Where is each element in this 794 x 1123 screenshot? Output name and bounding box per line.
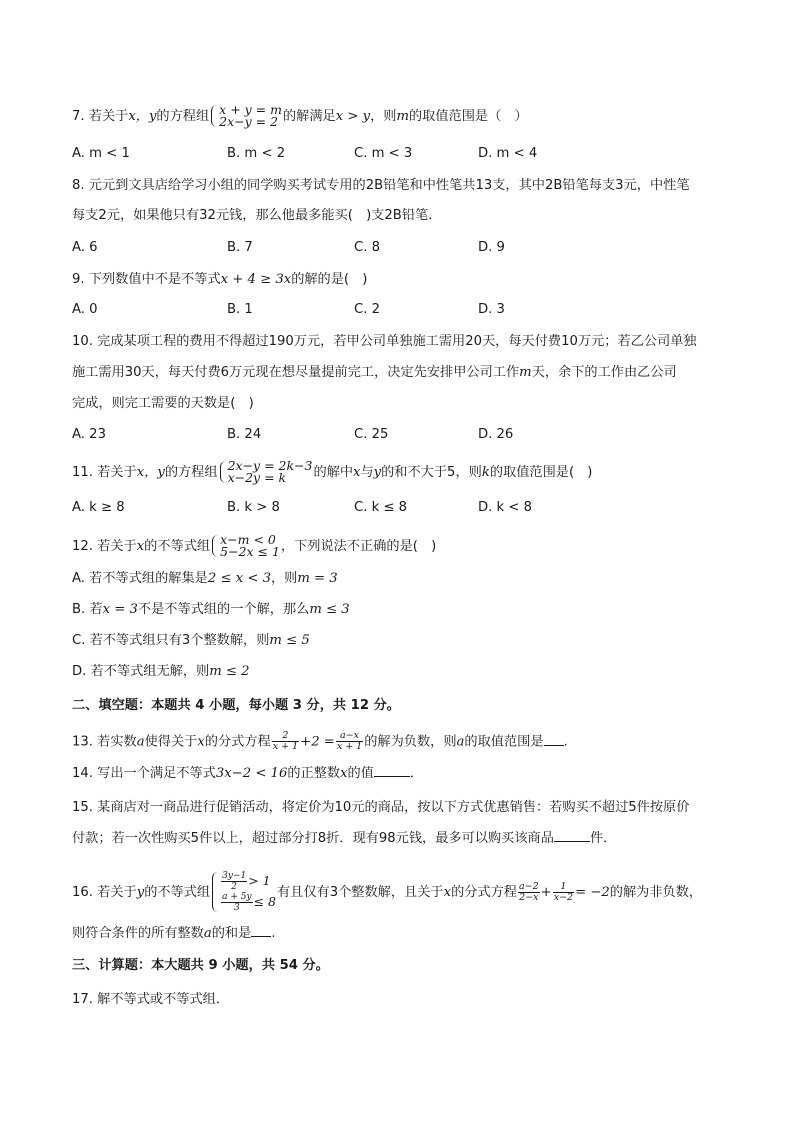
q16-line2-post: 的和是 xyxy=(211,926,252,941)
q12-option-c[interactable] xyxy=(72,631,310,651)
q16-ineq2 xyxy=(220,892,276,913)
question-11 xyxy=(72,460,592,484)
q10-option-c[interactable]: C. 25 xyxy=(354,427,389,442)
q11-text-mid: 的方程组 xyxy=(164,465,218,480)
q13-fraction-2 xyxy=(336,731,363,752)
q9-option-b[interactable]: B. 1 xyxy=(227,302,253,317)
q16-period: . xyxy=(271,926,276,941)
q16-text-post3: 的解为非负数， xyxy=(609,885,703,900)
q16-text-post: 有且仅有3个整数解，且关于 xyxy=(276,885,444,900)
q16-inequality-system xyxy=(211,871,276,913)
q11-var-x: x xyxy=(353,465,361,480)
q8-options xyxy=(72,238,732,258)
q7-option-d[interactable]: D. m < 4 xyxy=(478,146,538,161)
q16-var-x: x xyxy=(443,885,452,900)
q11-option-b[interactable]: B. k > 8 xyxy=(227,500,280,515)
question-8-line2: 每支2元，如果他只有32元钱，那么他最多能买( )支2B铅笔． xyxy=(72,208,442,223)
q14-inequality: 3x−2 < 16 xyxy=(215,766,288,781)
q16-var-y: y xyxy=(136,885,145,900)
question-7 xyxy=(72,104,528,128)
q16-ineq2-rhs: ≤ 8 xyxy=(253,894,276,909)
question-16-line2 xyxy=(72,924,276,944)
q12-option-b-result: m ≤ 3 xyxy=(309,602,350,617)
q11-text-and: 与 xyxy=(360,465,374,480)
q11-var-k: k xyxy=(481,465,490,480)
q16-text: 16. 若关于 xyxy=(72,885,137,900)
question-15-line1: 15. 某商店对一商品进行促销活动，将定价为10元的商品，按以下方式优惠销售：若购买不超过5件按原价 xyxy=(72,800,690,815)
q12-text: 12. 若关于 xyxy=(72,539,137,554)
q7-text: 7. 若关于 xyxy=(72,109,129,124)
q12-option-a[interactable] xyxy=(72,569,338,589)
q11-text-post: 的解中 xyxy=(313,465,354,480)
q15-line2-text: 付款；若一次性购买5件以上，超过部分打8折．现有98元钱，最多可以购买该商品 xyxy=(72,831,554,846)
q15-answer-blank[interactable] xyxy=(554,829,590,842)
question-8-line1: 8. 元元到文具店给学习小组的同学购买考试专用的2B铅笔和中性笔共13支，其中2B铅笔每支3元，中性笔 xyxy=(72,178,690,193)
q12-inequality-system xyxy=(211,534,280,558)
q10-line2-post: 天，余下的工作由乙公司 xyxy=(531,365,677,380)
q7-eq1: x + y = m xyxy=(219,102,282,117)
q16-fraction-1 xyxy=(518,882,540,903)
q7-option-b[interactable]: B. m < 2 xyxy=(227,146,286,161)
q16-ineq1 xyxy=(220,871,276,892)
q14-text: 14. 写出一个满足不等式 xyxy=(72,766,216,781)
q10-option-a[interactable]: A. 23 xyxy=(72,427,106,442)
q11-eq1: 2x−y = 2k−3 xyxy=(227,458,313,473)
question-10-line1: 10. 完成某项工程的费用不得超过190万元，若甲公司单独施工需用20天，每天付费10万元；若乙公司单独 xyxy=(72,334,697,349)
q12-option-a-post: ，则 xyxy=(270,571,298,586)
q12-option-a-math: 2 ≤ x < 3 xyxy=(207,571,271,586)
q9-option-d[interactable]: D. 3 xyxy=(478,302,505,317)
q9-text-post: 的解的是( ) xyxy=(291,272,368,287)
q8-option-c[interactable]: C. 8 xyxy=(354,240,380,255)
q7-text-mid: 的方程组 xyxy=(156,109,210,124)
question-14 xyxy=(72,764,423,784)
q12-var-x: x xyxy=(136,539,145,554)
q13-text-mid: 使得关于 xyxy=(144,734,198,750)
q7-equation-system xyxy=(210,104,282,128)
q16-f1-numerator: 3y−1 xyxy=(222,871,247,881)
q11-option-c[interactable]: C. k ≤ 8 xyxy=(354,500,408,515)
q7-option-c[interactable]: C. m < 3 xyxy=(354,146,413,161)
q7-text-post2: ，则 xyxy=(370,109,397,124)
q13-var-a2: a xyxy=(456,734,465,750)
q16-g2-denominator: x−2 xyxy=(553,891,574,903)
q12-option-b-text: B. 若 xyxy=(72,602,103,617)
q16-text-mid: 的不等式组 xyxy=(144,885,211,900)
q8-option-b[interactable]: B. 7 xyxy=(227,240,253,255)
question-16-line1 xyxy=(72,871,702,913)
q12-option-b-math: x = 3 xyxy=(102,602,138,617)
q10-option-b[interactable]: B. 24 xyxy=(227,427,262,442)
q16-var-a: a xyxy=(203,926,212,941)
q12-option-a-text: A. 若不等式组的解集是 xyxy=(72,571,208,586)
q16-f1-denominator: 2 xyxy=(231,882,238,892)
q11-text: 11. 若关于 xyxy=(72,465,137,480)
q13-text-post: 的解为负数，则 xyxy=(364,734,457,750)
q12-option-d-text: D. 若不等式组无解，则 xyxy=(72,664,210,679)
q11-text-end: 的取值范围是( ) xyxy=(489,465,593,480)
question-13 xyxy=(72,731,568,753)
q16-fraction-2 xyxy=(553,882,574,903)
question-17: 17. 解不等式或不等式组． xyxy=(72,992,230,1007)
q14-period: ． xyxy=(409,766,424,781)
q10-var-m: m xyxy=(519,365,532,380)
q12-text-post: ，下列说法不正确的是( ) xyxy=(280,539,437,554)
q13-text-post2: 的取值范围是 xyxy=(464,734,544,750)
q12-option-b-post: 不是不等式组的一个解，那么 xyxy=(137,602,310,617)
question-15-line2 xyxy=(72,829,616,849)
q16-ineq1-fraction xyxy=(221,871,247,892)
q13-text: 13. 若实数 xyxy=(72,734,137,750)
q13-plus: +2 = xyxy=(300,734,335,750)
section-2-heading: 二、填空题：本题共 4 小题，每小题 3 分，共 12 分。 xyxy=(72,698,400,713)
q11-option-d[interactable]: D. k < 8 xyxy=(478,500,532,515)
q9-option-c[interactable]: C. 2 xyxy=(354,302,380,317)
q11-options xyxy=(72,498,732,518)
q13-f1-denominator: x + 1 xyxy=(272,741,299,752)
q13-var-a: a xyxy=(136,734,145,750)
q13-text-mid2: 的分式方程 xyxy=(204,734,271,750)
q10-line2-text: 施工需用30天，每天付费6万元现在想尽量提前完工，决定先安排甲公司工作 xyxy=(72,365,520,380)
q9-options xyxy=(72,300,732,320)
q8-option-d[interactable]: D. 9 xyxy=(478,240,505,255)
q14-var-x: x xyxy=(340,766,348,781)
q15-line2-end: 件． xyxy=(589,831,617,846)
q12-text-mid: 的不等式组 xyxy=(144,539,211,554)
q11-vars: x，y xyxy=(136,465,165,480)
q13-fraction-1 xyxy=(272,731,299,752)
q12-option-a-result: m = 3 xyxy=(297,571,338,586)
q9-option-a[interactable]: A. 0 xyxy=(72,302,98,317)
q10-option-d[interactable]: D. 26 xyxy=(478,427,514,442)
q16-f2-denominator: 3 xyxy=(233,903,240,913)
q13-period: . xyxy=(563,734,568,750)
q11-option-a[interactable]: A. k ≥ 8 xyxy=(72,500,125,515)
q12-option-b[interactable] xyxy=(72,600,350,620)
q9-inequality: x + 4 ≥ 3x xyxy=(220,272,292,287)
q16-line2-text: 则符合条件的所有整数 xyxy=(72,926,204,941)
q16-g2-numerator: 1 xyxy=(553,882,574,893)
q16-text-post2: 的分式方程 xyxy=(451,885,517,900)
q16-g1-numerator: a−2 xyxy=(519,880,539,892)
q12-option-c-result: m ≤ 5 xyxy=(269,633,310,648)
q12-option-c-text: C. 若不等式组只有3个整数解，则 xyxy=(72,633,270,648)
q10-options xyxy=(72,425,732,445)
q16-ineq1-rhs: > 1 xyxy=(248,873,271,888)
q11-var-y: y xyxy=(373,465,382,480)
q7-option-a[interactable]: A. m < 1 xyxy=(72,146,130,161)
q16-g1-denominator: 2−x xyxy=(519,891,539,903)
q13-var-x: x xyxy=(197,734,205,750)
q14-text-post: 的值 xyxy=(347,766,374,781)
question-10-line3: 完成，则完工需要的天数是( ) xyxy=(72,396,254,411)
q11-text-sum: 的和不大于5，则 xyxy=(381,465,482,480)
question-9 xyxy=(72,270,367,290)
q7-eq2: 2x−y = 2 xyxy=(219,114,279,129)
q7-condition: x > y xyxy=(335,109,371,124)
q8-option-a[interactable]: A. 6 xyxy=(72,240,98,255)
q11-equation-system xyxy=(219,460,313,484)
q13-f2-numerator: a−x xyxy=(336,731,363,742)
q16-answer-blank[interactable] xyxy=(251,924,271,937)
q12-ineq1: x−m < 0 xyxy=(220,532,276,547)
q13-answer-blank[interactable] xyxy=(544,733,564,746)
q13-f2-denominator: x + 1 xyxy=(336,741,363,752)
section-3-heading: 三、计算题：本大题共 9 小题，共 54 分。 xyxy=(72,958,329,973)
q14-answer-blank[interactable] xyxy=(374,764,410,777)
q16-f2-numerator: a + 5y xyxy=(222,892,252,902)
q12-option-d[interactable] xyxy=(72,662,250,682)
q9-text: 9. 下列数值中不是不等式 xyxy=(72,272,221,287)
q7-vars: x，y xyxy=(128,109,157,124)
q12-ineq2: 5−2x ≤ 1 xyxy=(220,544,280,559)
q16-equals: = −2 xyxy=(575,885,610,900)
q7-text-post: 的解满足 xyxy=(282,109,336,124)
q14-text-mid: 的正整数 xyxy=(287,766,341,781)
q7-options xyxy=(72,144,732,164)
question-12 xyxy=(72,534,436,558)
q7-text-post3: 的取值范围是（ ） xyxy=(408,109,528,124)
q16-ineq2-fraction xyxy=(221,892,252,913)
q11-eq2: x−2y = k xyxy=(227,470,287,485)
q16-plus: + xyxy=(540,885,552,900)
q13-f1-numerator: 2 xyxy=(272,731,299,742)
q12-option-d-result: m ≤ 2 xyxy=(209,664,250,679)
q7-var-m: m xyxy=(396,109,409,124)
question-10-line2 xyxy=(72,363,677,383)
